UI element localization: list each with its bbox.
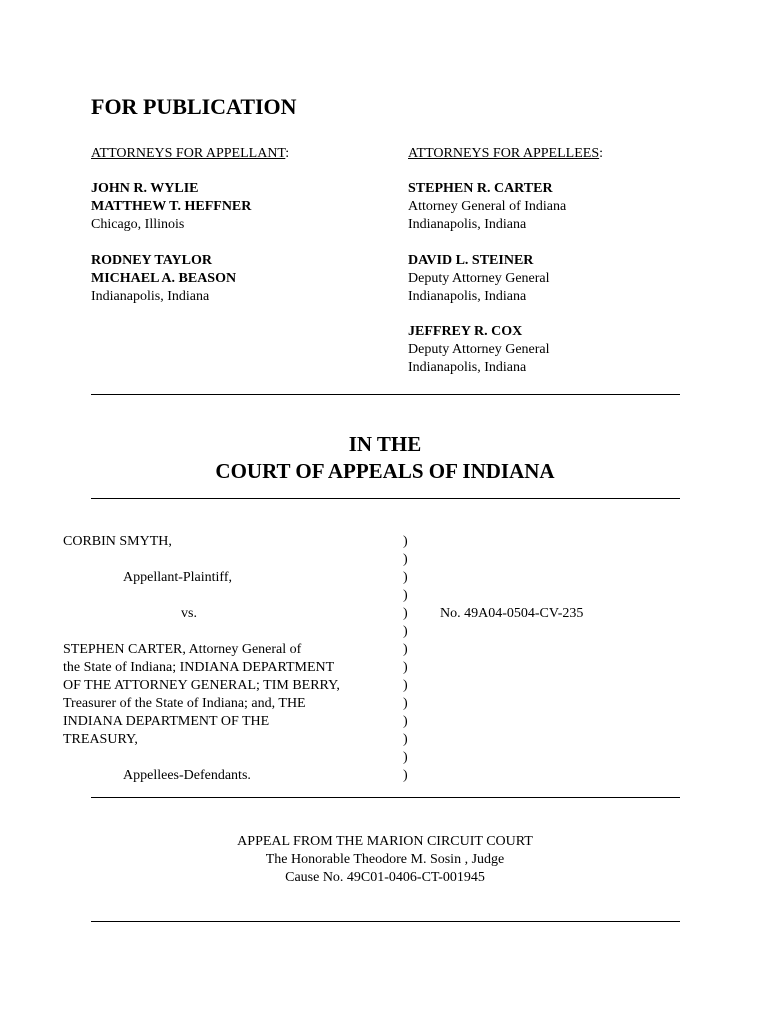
publication-heading: FOR PUBLICATION (91, 94, 297, 119)
caption-paren: ) (403, 624, 408, 639)
caption-paren: ) (403, 678, 408, 693)
caption-paren: ) (403, 714, 408, 729)
versus-label: vs. (181, 606, 197, 621)
divider-rule (91, 797, 680, 798)
cause-number: Cause No. 49C01-0406-CT-001945 (285, 870, 485, 885)
attorney-location: Indianapolis, Indiana (408, 217, 527, 232)
judge-line: The Honorable Theodore M. Sosin , Judge (265, 852, 505, 867)
appellee-party-line: STEPHEN CARTER, Attorney General of (63, 642, 302, 657)
appellant-attorneys-heading-text: ATTORNEYS FOR APPELLANT (91, 146, 286, 161)
divider-rule (91, 394, 680, 395)
appellant-heading-colon: : (285, 146, 290, 161)
attorney-title: Attorney General of Indiana (408, 199, 567, 214)
attorney-location: Indianapolis, Indiana (408, 289, 527, 304)
caption-paren: ) (403, 570, 408, 585)
appellee-party-line: TREASURY, (63, 732, 138, 747)
appellee-attorneys-heading-text: ATTORNEYS FOR APPELLEES (408, 146, 600, 161)
caption-paren: ) (403, 642, 408, 657)
attorney-location: Indianapolis, Indiana (408, 360, 527, 375)
appellee-heading-colon: : (599, 146, 603, 161)
caption-paren: ) (403, 534, 408, 549)
case-number: No. 49A04-0504-CV-235 (440, 606, 584, 621)
court-name: COURT OF APPEALS OF INDIANA (215, 459, 555, 483)
appellee-party-line: Treasurer of the State of Indiana; and, THE (63, 696, 306, 711)
appellee-party-line: the State of Indiana; INDIANA DEPARTMENT (63, 660, 335, 675)
appellee-party-line: INDIANA DEPARTMENT OF THE (63, 714, 270, 729)
divider-rule (91, 921, 680, 922)
appellee-role: Appellees-Defendants. (123, 768, 251, 783)
attorney-name: MATTHEW T. HEFFNER (91, 199, 252, 214)
attorney-name: STEPHEN R. CARTER (408, 181, 553, 196)
attorney-name: JEFFREY R. COX (408, 324, 523, 339)
caption-paren: ) (403, 732, 408, 747)
caption-paren: ) (403, 768, 408, 783)
court-line-1: IN THE (348, 432, 422, 456)
attorney-name: JOHN R. WYLIE (91, 181, 199, 196)
attorney-title: Deputy Attorney General (408, 271, 550, 286)
caption-paren: ) (403, 588, 408, 603)
attorney-location: Indianapolis, Indiana (91, 289, 210, 304)
appellee-party-line: OF THE ATTORNEY GENERAL; TIM BERRY, (63, 678, 340, 693)
appellant-name: CORBIN SMYTH, (63, 534, 172, 549)
caption-paren: ) (403, 696, 408, 711)
caption-paren: ) (403, 660, 408, 675)
attorney-name: MICHAEL A. BEASON (91, 271, 237, 286)
appellant-role: Appellant-Plaintiff, (123, 570, 232, 585)
attorney-name: DAVID L. STEINER (408, 253, 534, 268)
appeal-from: APPEAL FROM THE MARION CIRCUIT COURT (237, 834, 533, 849)
caption-paren-column (403, 533, 408, 785)
caption-paren: ) (403, 750, 408, 765)
appellee-attorneys-heading (408, 145, 603, 163)
attorney-location: Chicago, Illinois (91, 217, 185, 232)
attorney-name: RODNEY TAYLOR (91, 253, 212, 268)
caption-paren: ) (403, 552, 408, 567)
divider-rule (91, 498, 680, 499)
attorney-title: Deputy Attorney General (408, 342, 550, 357)
caption-paren: ) (403, 606, 408, 621)
appellant-attorneys-heading (91, 145, 289, 163)
